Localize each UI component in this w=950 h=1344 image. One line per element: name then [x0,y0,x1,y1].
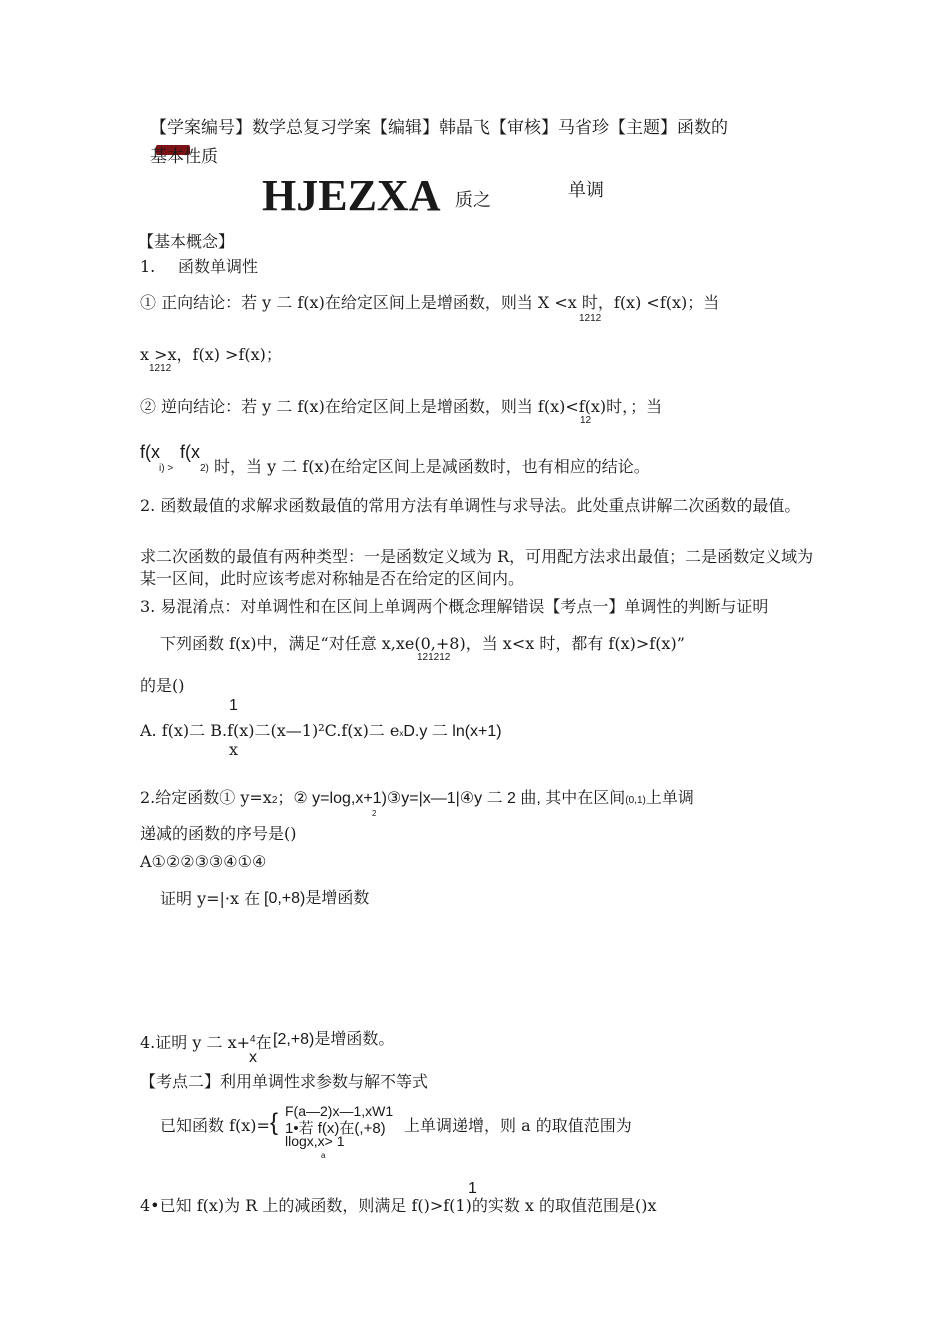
q3-text: 证明 y=|·x 在 [160,889,261,908]
q1-fraction-denominator: x [229,740,239,759]
big-title: HJEZXA [262,171,441,220]
q1-text2: 的是() [140,676,185,695]
q5-piece-top: F(a—2)x—1,xW1 [285,1103,394,1119]
q1-options: A. f(x)二 B.f(x)二(x—1)²C.f(x)二 exD.y 二 ln(x+1) [140,721,502,740]
q2-text: 2.给定函数① y=x2；② y=log,x+1)③y=|x—1|④y 二 2 曲, 其中在区间(0,1)上单调 [140,788,694,807]
q5-piece-subscript: a [321,1151,326,1160]
q6-text: 4•已知 f(x)为 R 上的减函数，则满足 f()>f(1)的实数 x 的取值范围是()x [140,1196,657,1215]
q4-denominator: x [249,1049,257,1066]
q5-tail: 上单调递增，则 a 的取值范围为 [404,1116,632,1135]
section2-title: 【考点二】利用单调性求参数与解不等式 [140,1072,429,1091]
positive-conclusion: ① 正向结论：若 y 二 f(x)在给定区间上是增函数，则当 X <x 时，f(x) <f(x)；当 [140,293,720,312]
item1-number: 1. [140,257,156,276]
reverse-mid: i) > [159,463,174,474]
q4-interval: [2,+8)是增函数。 [273,1031,395,1048]
reverse-subscripts: 12 [580,415,592,426]
item1-title: 函数单调性 [178,257,259,276]
reverse-conclusion: ② 逆向结论：若 y 二 f(x)在给定区间上是增函数，则当 f(x)<f(x)时，；当 [140,397,663,416]
reverse-mid2: 2) [200,463,209,474]
q5-brace: { [270,1109,279,1136]
q1-fraction-numerator: 1 [229,697,238,714]
item2-text: 2. 函数最值的求解求函数最值的常用方法有单调性与求导法。此处重点讲解二次函数的最值。 [140,496,801,515]
positive-conclusion-line2: x >x，f(x) >f(x)； [140,345,282,364]
q2-subscript: 2 [372,809,377,818]
reverse-fx1: f(x [140,442,160,462]
q2-options: A①②②③③④①④ [140,852,267,871]
item2-text2: 求二次函数的最值有两种类型：一是函数定义域为 R，可用配方法求出最值；二是函数定义域为某一区间，此时应该考虑对称轴是否在给定的区间内。 [140,547,814,588]
reverse-tail: 时，当 y 二 f(x)在给定区间上是减函数时，也有相应的结论。 [214,457,650,476]
q1-subscripts: 121212 [417,652,451,663]
header-right-word: 单调 [568,180,604,201]
section-basic-title: 【基本概念】 [138,232,235,251]
item3-text: 3. 易混淆点：对单调性和在区间上单调两个概念理解错误【考点一】单调性的判断与证明 [140,597,769,616]
reverse-fx2: f(x [180,442,200,462]
q3-interval: [0,+8)是增函数 [264,890,370,907]
q5-piece-bottom: llogx,x> 1 [285,1133,345,1149]
big-title-suffix: 质之 [455,190,491,211]
q2-text2: 递减的函数的序号是() [140,824,297,843]
doc-header-line1: 【学案编号】数学总复习学案【编辑】韩晶飞【审核】马省珍【主题】函数的 [150,118,728,138]
q6-numerator: 1 [468,1180,477,1197]
positive-subscripts: 1212 [579,313,602,324]
doc-header-line2: 基本性质 [150,147,218,167]
q5-text: 已知函数 f(x)= [160,1116,270,1135]
q1-text: 下列函数 f(x)中，满足“对任意 x,xe(0,+8)，当 x<x 时，都有 f(x)>f(x)” [160,634,685,653]
q5-piece-middle: 1•若 f(x)在(,+8) [285,1120,386,1137]
q4-text: 4.证明 y 二 x+$^4$在 [140,1033,272,1052]
positive-subscripts-2: 1212 [149,363,172,374]
